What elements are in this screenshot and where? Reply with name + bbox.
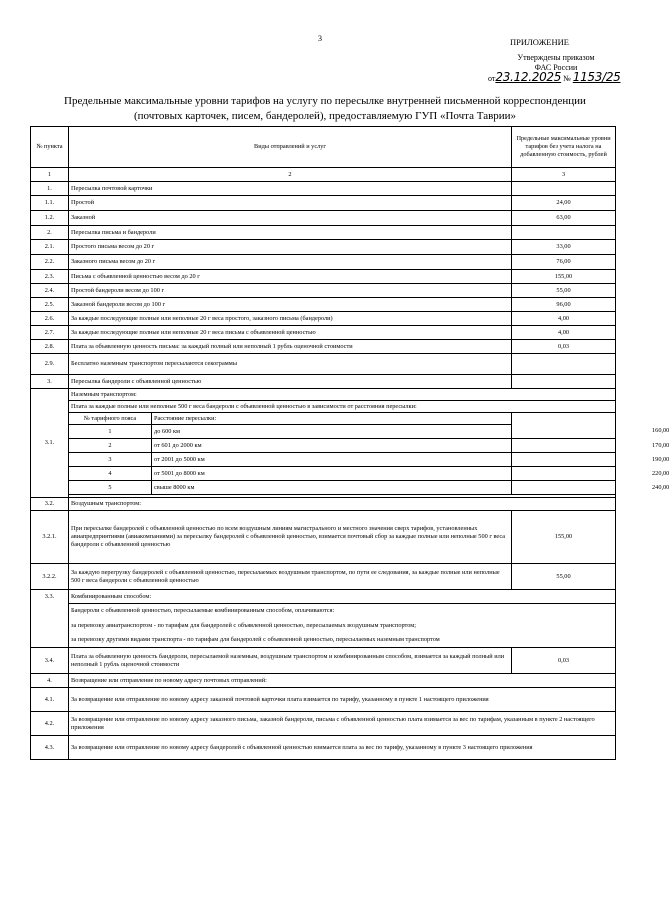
row-value: 33,00 <box>512 240 616 255</box>
table-row <box>31 226 616 240</box>
row-value: 155,00 <box>512 511 616 564</box>
zone-distance: от 2001 до 5000 км <box>152 453 512 467</box>
title-line-1: Предельные максимальные уровни тарифов на услугу по пересылке внутренней письменной корреспонденции <box>64 95 586 107</box>
table-subrow <box>31 619 616 634</box>
row-number: 4.1. <box>31 688 69 712</box>
row-text: Заказной бандероли весом до 100 г <box>69 298 512 312</box>
table-row <box>31 270 616 284</box>
page-number: 3 <box>318 34 322 43</box>
table-row <box>31 240 616 255</box>
zone-distance: до 600 км <box>152 425 512 439</box>
table-row <box>31 389 616 401</box>
row-text: За возвращение или отправление по новому адресу заказного письма, заказной бандероли, письма с объявленной ценностью плата взимается за вес по тарифам, указанным в пункте 2 настоящего приложения <box>69 712 616 736</box>
table-row <box>31 182 616 196</box>
row-number: 2.4. <box>31 284 69 298</box>
table-subrow <box>31 634 616 648</box>
table-row <box>31 401 616 413</box>
order-number-prefix: № <box>563 74 571 83</box>
row-line: за перевозку авиатранспортом - по тарифам для бандеролей с объявленной ценностью, пересылаемых воздушным транспортом; <box>69 619 616 634</box>
zone-value: 170,00 <box>512 439 616 453</box>
zone-value: 220,00 <box>512 467 616 481</box>
row-number: 2.3. <box>31 270 69 284</box>
row-number: 3.2.1. <box>31 511 69 564</box>
row-number: 2.5. <box>31 298 69 312</box>
row-text: Заказной <box>69 211 512 226</box>
row-text: Заказного письма весом до 20 г <box>69 255 512 270</box>
row-text: Пересылка бандероли с объявленной ценностью <box>69 375 512 389</box>
row-number: 1.1. <box>31 196 69 211</box>
table-row <box>31 511 616 564</box>
table-row <box>31 590 616 604</box>
row-number: 2.7. <box>31 326 69 340</box>
row-value: 0,03 <box>512 340 616 354</box>
order-date: 23.12.2025 <box>495 70 562 84</box>
zone-header-row <box>31 413 616 425</box>
zone-number: 2 <box>69 439 152 453</box>
zone-value-blank <box>512 413 616 425</box>
row-number: 3.2. <box>31 498 69 511</box>
row-number: 4.2. <box>31 712 69 736</box>
header-col-number: № пункта <box>31 127 69 168</box>
row-number: 1. <box>31 182 69 196</box>
page-title <box>60 94 590 124</box>
table-header-row <box>31 127 616 168</box>
row-text: Простой бандероли весом до 100 г <box>69 284 512 298</box>
row-subtitle: Плата за каждые полные или неполные 500 г веса бандероли с объявленной ценностью в зависимости от расстояния пересылки: <box>69 401 616 413</box>
zone-number: 3 <box>69 453 152 467</box>
row-number: 2. <box>31 226 69 240</box>
row-value <box>512 226 616 240</box>
row-number: 2.8. <box>31 340 69 354</box>
row-text: Плата за объявленную ценность бандероли, пересылаемой наземным, воздушным транспортом и комбинированным способом, взимается за каждый полный или неполный 1 рубль оценочной стоимости <box>69 648 512 674</box>
table-subrow <box>31 604 616 619</box>
zone-row <box>31 439 616 453</box>
row-text: Плата за объявленную ценность письма: за каждый полный или неполный 1 рубль оценочной стоимости <box>69 340 512 354</box>
table-row <box>31 298 616 312</box>
row-text: Простой <box>69 196 512 211</box>
zone-distance: от 5001 до 8000 км <box>152 467 512 481</box>
approved-line-2: ФАС России <box>534 63 578 72</box>
zone-number: 5 <box>69 481 152 495</box>
table-row <box>31 284 616 298</box>
row-value: 96,00 <box>512 298 616 312</box>
row-text: При пересылке бандеролей с объявленной ценностью по всем воздушным линиям магистрального и местного значения сверх тарифов, установленных авиапредприятиями (авиакомпаниями) за пересылку бандеролей с объявленной ценностью, взимается почтовый сбор за каждые полные или неполные 500 г веса бандероли с объявленной ценностью <box>69 511 512 564</box>
table-row <box>31 312 616 326</box>
row-value: 55,00 <box>512 284 616 298</box>
row-text: За возвращение или отправление по новому адресу заказной почтовой карточки плата взимается по тарифу, указанному в пункте 1 настоящего приложения <box>69 688 616 712</box>
tariff-table <box>30 126 669 760</box>
table-row <box>31 648 616 674</box>
zone-value: 240,00 <box>512 481 616 495</box>
appendix-label: ПРИЛОЖЕНИЕ <box>510 37 569 47</box>
row-text: Комбинированным способом: <box>69 590 616 604</box>
header-col-tariff: Предельные максимальные уровни тарифов без учета налога на добавленную стоимость, рублей <box>512 127 616 168</box>
zone-row <box>31 481 616 495</box>
table-row <box>31 736 616 760</box>
table-row <box>31 326 616 340</box>
row-number: 4. <box>31 674 69 688</box>
row-text: Бесплатно наземным транспортом пересылаются секограммы <box>69 354 512 375</box>
column-number-3: 3 <box>512 168 616 182</box>
distance-header: Расстояние пересылки: <box>152 413 512 425</box>
row-text: Возвращение или отправление по новому адресу почтовых отправлений: <box>69 674 616 688</box>
row-value: 0,03 <box>512 648 616 674</box>
row-text: За возвращение или отправление по новому адресу бандеролей с объявленной ценностью взимается плата за вес по тарифу, указанному в пункте 3 настоящего приложения <box>69 736 616 760</box>
table-row <box>31 375 616 389</box>
zone-number: 4 <box>69 467 152 481</box>
row-value: 4,00 <box>512 326 616 340</box>
order-number: 1153/25 <box>572 70 621 84</box>
table-row <box>31 354 616 375</box>
row-text: Письма с объявленной ценностью весом до 20 г <box>69 270 512 284</box>
row-line: за перевозку другими видами транспорта - по тарифам для бандеролей с объявленной ценностью, пересылаемых наземным транспортом <box>69 634 616 648</box>
row-value <box>512 375 616 389</box>
row-text: Воздушным транспортом: <box>69 498 616 511</box>
table-row <box>31 498 616 511</box>
row-text: Наземным транспортом: <box>69 389 616 401</box>
table-row <box>31 211 616 226</box>
column-number-1: 1 <box>31 168 69 182</box>
row-line: Бандероли с объявленной ценностью, пересылаемые комбинированным способом, оплачиваются: <box>69 604 616 619</box>
table-row <box>31 340 616 354</box>
zone-header: № тарифного пояса <box>69 413 152 425</box>
approved-line-1: Утверждены приказом <box>517 53 595 62</box>
row-value: 63,00 <box>512 211 616 226</box>
row-value: 24,00 <box>512 196 616 211</box>
row-number: 3.2.2. <box>31 564 69 590</box>
row-text: Простого письма весом до 20 г <box>69 240 512 255</box>
zone-distance: от 601 до 2000 км <box>152 439 512 453</box>
row-number: 4.3. <box>31 736 69 760</box>
row-number: 3.1. <box>31 389 69 498</box>
zone-row <box>31 467 616 481</box>
row-number: 2.2. <box>31 255 69 270</box>
row-text: За каждые последующие полные или неполные 20 г веса письма с объявленной ценностью <box>69 326 512 340</box>
row-number: 2.9. <box>31 354 69 375</box>
zone-row <box>31 453 616 467</box>
table-row <box>31 688 616 712</box>
zone-value: 190,00 <box>512 453 616 467</box>
row-value: 4,00 <box>512 312 616 326</box>
table-row <box>31 564 616 590</box>
row-value <box>512 354 616 375</box>
row-text: За каждую перегрузку бандеролей с объявленной ценностью, пересылаемых воздушным транспортом, по пути ее следования, за каждые полные или неполные 500 г веса бандероли с объявленной ценностью <box>69 564 512 590</box>
table-row <box>31 255 616 270</box>
zone-distance: свыше 8000 км <box>152 481 512 495</box>
row-number: 3.3. <box>31 590 69 648</box>
table-row <box>31 674 616 688</box>
zone-row <box>31 425 616 439</box>
order-prefix: от <box>488 74 496 83</box>
row-value: 55,00 <box>512 564 616 590</box>
row-text: Пересылка почтовой карточки <box>69 182 512 196</box>
row-number: 3. <box>31 375 69 389</box>
row-value <box>512 182 616 196</box>
header-col-services: Виды отправлений и услуг <box>69 127 512 168</box>
zone-value: 160,00 <box>512 425 616 439</box>
title-line-2: (почтовых карточек, писем, бандеролей), предоставляемую ГУП «Почта Таврии» <box>133 110 517 122</box>
column-number-2: 2 <box>69 168 512 182</box>
table-row <box>31 196 616 211</box>
row-text: За каждые последующие полные или неполные 20 г веса простого, заказного письма (бандероли) <box>69 312 512 326</box>
row-number: 1.2. <box>31 211 69 226</box>
row-number: 3.4. <box>31 648 69 674</box>
row-value: 155,00 <box>512 270 616 284</box>
order-line <box>488 70 621 84</box>
row-number: 2.6. <box>31 312 69 326</box>
zone-number: 1 <box>69 425 152 439</box>
row-value: 76,00 <box>512 255 616 270</box>
row-number: 2.1. <box>31 240 69 255</box>
table-row <box>31 712 616 736</box>
table-column-numbers-row <box>31 168 616 182</box>
row-text: Пересылка письма и бандероли <box>69 226 512 240</box>
